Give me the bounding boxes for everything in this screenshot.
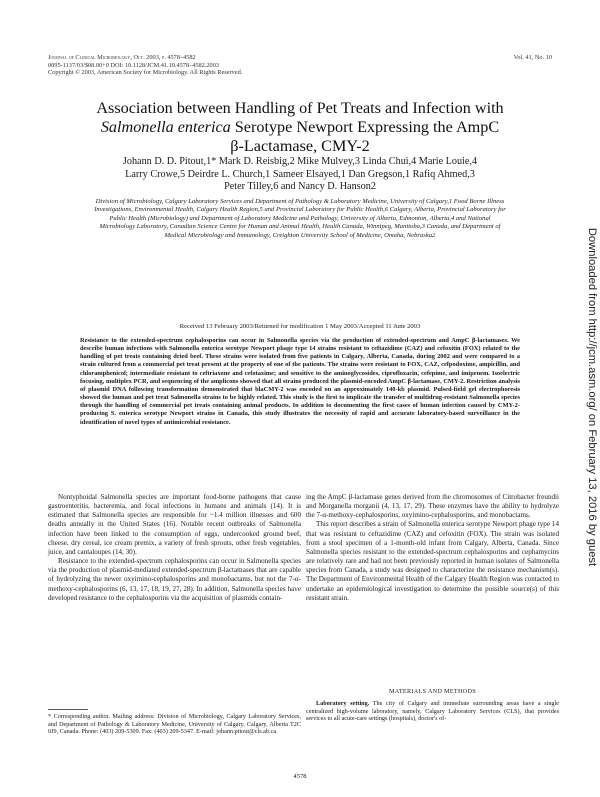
methods-text: The city of Calgary and immediate surrounding areas have a single centralized high-volume laboratory, namely, Calgary Laboratory Services (CLS), that provides services to all acute-care settings (hospitals), doctor's of- — [306, 700, 559, 723]
intro-paragraph-1: Nontyphoidal Salmonella species are important food-borne pathogens that cause gastroenteritis, bacteremia, and focal infections in humans and animals (14). It is estimated that Salmonella species are responsible for ~1.4 million illnesses and 600 deaths annually in the United States (16). Notable recent outbreaks of Salmonella infection have been linked to the consumption of eggs, undercooked ground beef, cheese, dry cereal, ice cream premix, a variety of fresh sprouts, other fresh vegetables, juice, and cantaloupes (14, 30). — [48, 493, 301, 556]
download-stamp — [583, 227, 600, 567]
received-dates: Received 13 February 2003/Returned for modification 1 May 2003/Accepted 11 June 2003 — [179, 323, 421, 330]
title-species: Salmonella enterica — [100, 118, 231, 136]
issn-doi: 0095-1137/03/$08.00+0 DOI: 10.1128/JCM.41.10.4578–4582.2003 — [48, 61, 220, 69]
methods-heading: MATERIALS AND METHODS — [388, 688, 477, 695]
title-line-3: β-Lactamase, CMY-2 — [230, 137, 370, 155]
copyright-notice: Copyright © 2003, American Society for Microbiology. All Rights Reserved. — [48, 69, 243, 77]
title-line-2 — [40, 118, 560, 137]
download-stamp-text: Downloaded from http://jcm.asm.org/ on February 13, 2016 by guest — [586, 227, 598, 567]
methods-lead: Laboratory setting. — [316, 700, 370, 707]
running-header — [48, 54, 378, 77]
page-number: 4578 — [293, 773, 307, 780]
right-column — [306, 493, 559, 603]
author-list — [70, 156, 530, 194]
authors-line-2: Larry Crowe,5 Deirdre L. Church,1 Sameer Elsayed,1 Dan Gregson,1 Rafiq Ahmed,3 — [125, 168, 475, 180]
authors-line-3: Peter Tilley,6 and Nancy D. Hanson2 — [224, 181, 376, 192]
article-title — [40, 99, 560, 156]
authors-line-1: Johann D. D. Pitout,1* Mark D. Reisbig,2 Mike Mulvey,3 Linda Chui,4 Marie Louie,4 — [122, 156, 478, 167]
journal-citation: Journal of Clinical Microbiology, Oct. 2003, p. 4578–4582 — [48, 54, 196, 61]
methods-paragraph — [306, 700, 559, 723]
left-column — [48, 493, 301, 603]
title-line-1: Association between Handling of Pet Treats and Infection with — [96, 99, 504, 117]
corresponding-author-footnote: * Corresponding author. Mailing address: Division of Microbiology, Calgary Laboratory Services, and Department of Pathology & Laboratory Medicine, University of Calgary, Calgary, Alberta T2C 0J9, Canada. Phone: (403) 209-5309. Fax: (403) 209-5347. E-mail: johann.pitout@cls.ab.ca. — [48, 713, 301, 736]
intro-paragraph-3: ing the AmpC β-lactamase genes derived from the chromosomes of Citrobacter freundii and Morganella morganii (4, 13, 17, 29). These enzymes have the ability to hydrolyze the 7-α-methoxy-cephalosporins, oxyimino-cephalosporins, and monobactams. — [306, 493, 559, 520]
title-line-2-rest: Serotype Newport Expressing the AmpC — [230, 118, 500, 136]
intro-paragraph-4: This report describes a strain of Salmonella enterica serotype Newport phage type 14 that was resistant to ceftazidime (CAZ) and cefoxitin (FOX). The strain was isolated from a stool specimen of a 1-month-old infant from Calgary, Alberta, Canada. Since Salmonella species resistant to the extended-spectrum cephalosporins and cephamycins are relatively rare and had not been previously reported in human isolates of Salmonella species from Canada, a study was designed to characterize the resistance mechanism(s). The Department of Environmental Health of the Calgary Health Region was contacted to undertake an epidemiological investigation to determine the possible source(s) of this resistant strain. — [306, 520, 559, 602]
intro-paragraph-2: Resistance to the extended-spectrum cephalosporins can occur in Salmonella species via the production of plasmid-mediated extended-spectrum β-lactamases that are capable of hydrolyzing the newer oxyimino-cephalosporins and monobactams, but not the 7-α-methoxy-cephalosporins (6, 13, 17, 18, 19, 27, 28). In addition, Salmonella species have developed resistance to the cephalosporins via the acquisition of plasmids contain- — [48, 557, 301, 602]
affiliations: Division of Microbiology, Calgary Laboratory Services and Department of Pathology & Laboratory Medicine, University of Calgary,1 Food Borne Illness Investigations, Environmental Health, Calgary Health Region,5 and Provincial Laboratory for Public Health,6 Calgary, Alberta, Provincial Laboratory for Public Health (Microbiology) and Department of Laboratory Medicine and Pathology, University of Alberta, Edmonton, Alberta,4 and National Microbiology Laboratory, Canadian Science Centre for Human and Animal Health, Health Canada, Winnipeg, Manitoba,3 Canada, and Department of Medical Microbiology and Immunology, Creighton University School of Medicine, Omaha, Nebraska2 — [94, 198, 506, 239]
abstract: Resistance to the extended-spectrum cephalosporins can occur in Salmonella species via the production of extended-spectrum and AmpC β-lactamases. We describe human infections with Salmonella enterica serotype Newport phage type 14 strains resistant to ceftazidime (CAZ) and cefoxitin (FOX) related to the handling of pet treats containing dried beef. These strains were isolated from five patients in Calgary, Alberta, Canada, during 2002 and were compared to a strain cultured from a commercial pet treat present at the property of one of the patients. The strains were resistant to FOX, CAZ, cefpodoxime, ampicillin, and chloramphenicol; intermediate resistant to ceftriaxone and cefotaxime; and sensitive to the aminoglycosides, ciprofloxacin, cefepime, and imipenem. Isoelectric focusing, multiplex PCR, and sequencing of the amplicons showed that all strains produced the plasmid-encoded AmpC β-lactamase, CMY-2. Restriction analysis of plasmid DNA following transformation demonstrated that blaCMY-2 was encoded on an approximately 140-kb plasmid. Pulsed-field gel electrophoresis showed the human and pet treat Salmonella strains to be highly related. This study is the first to implicate the transfer of multidrug-resistant Salmonella species through the handling of commercial pet treats containing animal products. In addition to documenting the first cases of human infection caused by CMY-2-producing S. enterica serotype Newport strains in Canada, this study illustrates the necessity of rapid and accurate laboratory-based surveillance in the identification of novel types of antimicrobial resistance. — [80, 337, 520, 426]
footnote-divider — [48, 709, 88, 710]
volume-issue: Vol. 41, No. 10 — [513, 54, 552, 61]
